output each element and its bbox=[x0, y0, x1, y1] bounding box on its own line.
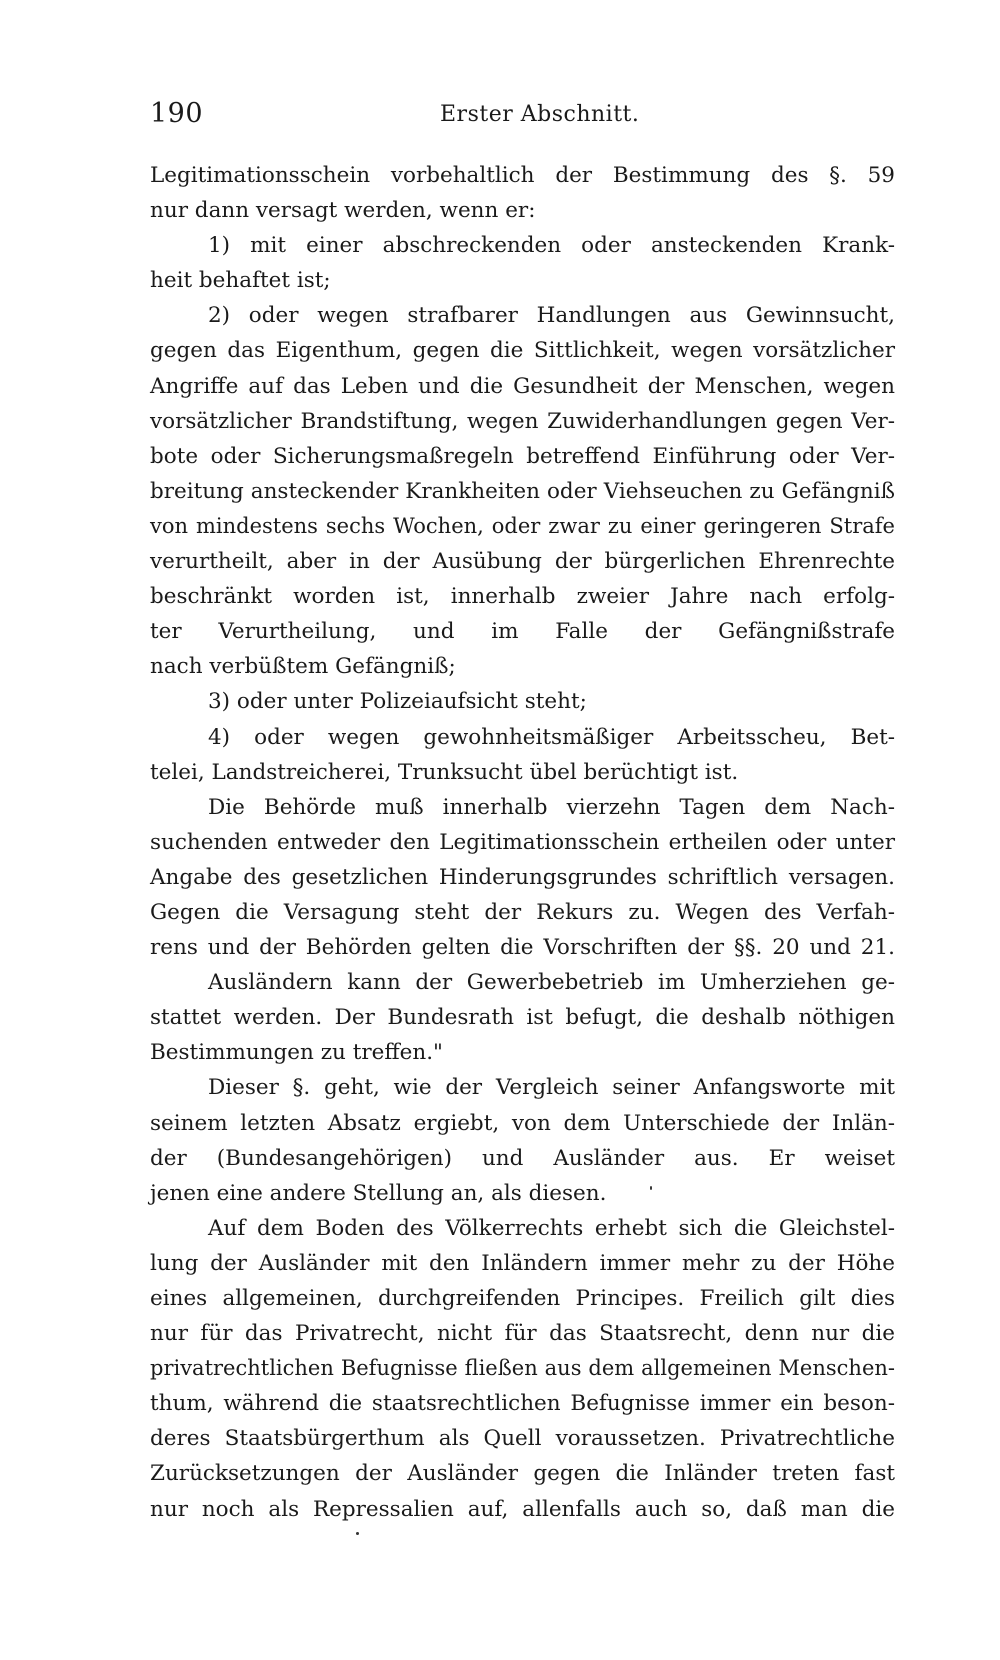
body-text bbox=[150, 158, 895, 1527]
text-line: 2) oder wegen strafbarer Handlungen aus Gewinnsucht, bbox=[208, 303, 895, 329]
text-line: nach verbüßtem Gefängniß; bbox=[150, 654, 456, 680]
text-line: eines allgemeinen, durchgreifenden Principes. Freilich gilt dies bbox=[150, 1286, 895, 1311]
text-line: jenen eine andere Stellung an, als diesen. bbox=[150, 1180, 607, 1206]
paper-speck bbox=[650, 1186, 652, 1190]
text-line: Auf dem Boden des Völkerrechts erhebt sich die Gleichstel- bbox=[208, 1215, 895, 1241]
text-line: Zurücksetzungen der Ausländer gegen die Inländer treten fast bbox=[150, 1461, 895, 1487]
text-line: ter Verurtheilung, und im Falle der Gefängnißstrafe bbox=[150, 619, 895, 645]
text-line: breitung ansteckender Krankheiten oder Viehseuchen zu Gefängniß bbox=[150, 478, 895, 504]
text-line: nur noch als Repressalien auf, allenfalls auch so, daß man die bbox=[150, 1496, 895, 1522]
text-line: privatrechtlichen Befugnisse fließen aus dem allgemeinen Menschen- bbox=[150, 1356, 895, 1381]
page-number: 190 bbox=[150, 98, 204, 129]
text-line: seinem letzten Absatz ergiebt, von dem Unterschiede der Inlän- bbox=[150, 1110, 895, 1136]
text-line: verurtheilt, aber in der Ausübung der bürgerlichen Ehrenrechte bbox=[150, 549, 895, 575]
text-line: Bestimmungen zu treffen." bbox=[150, 1040, 443, 1066]
text-line: nur für das Privatrecht, nicht für das Staatsrecht, denn nur die bbox=[150, 1321, 895, 1347]
running-head bbox=[150, 98, 890, 138]
text-line: telei, Landstreicherei, Trunksucht übel berüchtigt ist. bbox=[150, 759, 739, 785]
text-line: suchenden entweder den Legitimationsschein ertheilen oder unter bbox=[150, 829, 895, 855]
text-line: bote oder Sicherungsmaßregeln betreffend Einführung oder Ver- bbox=[150, 443, 895, 469]
text-line: vorsätzlicher Brandstiftung, wegen Zuwiderhandlungen gegen Ver- bbox=[150, 408, 895, 434]
text-line: beschränkt worden ist, innerhalb zweier Jahre nach erfolg- bbox=[150, 584, 895, 610]
text-line: 1) mit einer abschreckenden oder ansteckenden Krank- bbox=[208, 233, 895, 259]
text-line: gegen das Eigenthum, gegen die Sittlichkeit, wegen vorsätzlicher bbox=[150, 338, 895, 364]
text-line: Die Behörde muß innerhalb vierzehn Tagen dem Nach- bbox=[208, 794, 895, 820]
text-line: Angriffe auf das Leben und die Gesundheit der Menschen, wegen bbox=[150, 373, 895, 399]
text-line: rens und der Behörden gelten die Vorschriften der §§. 20 und 21. bbox=[150, 935, 895, 961]
text-line: Angabe des gesetzlichen Hinderungsgrundes schriftlich versagen. bbox=[150, 864, 895, 890]
text-line: heit behaftet ist; bbox=[150, 268, 331, 294]
text-line: 3) oder unter Polizeiaufsicht steht; bbox=[208, 689, 587, 715]
section-title: Erster Abschnitt. bbox=[440, 102, 640, 127]
paper-speck bbox=[356, 1532, 359, 1535]
text-line: Legitimationsschein vorbehaltlich der Bestimmung des §. 59 bbox=[150, 163, 895, 188]
text-line: von mindestens sechs Wochen, oder zwar zu einer geringeren Strafe bbox=[150, 513, 895, 538]
text-line: thum, während die staatsrechtlichen Befugnisse immer ein beson- bbox=[150, 1391, 895, 1417]
text-line: Gegen die Versagung steht der Rekurs zu. Wegen des Verfah- bbox=[150, 899, 895, 925]
text-line: nur dann versagt werden, wenn er: bbox=[150, 198, 536, 224]
text-line: lung der Ausländer mit den Inländern immer mehr zu der Höhe bbox=[150, 1250, 895, 1276]
text-line: 4) oder wegen gewohnheitsmäßiger Arbeitsscheu, Bet- bbox=[208, 724, 895, 750]
text-line: stattet werden. Der Bundesrath ist befugt, die deshalb nöthigen bbox=[150, 1005, 895, 1031]
text-line: deres Staatsbürgerthum als Quell voraussetzen. Privatrechtliche bbox=[150, 1426, 895, 1452]
text-line: Dieser §. geht, wie der Vergleich seiner Anfangsworte mit bbox=[208, 1075, 895, 1101]
text-line: Ausländern kann der Gewerbebetrieb im Umherziehen ge- bbox=[208, 970, 895, 996]
text-line: der (Bundesangehörigen) und Ausländer aus. Er weiset bbox=[150, 1145, 895, 1171]
